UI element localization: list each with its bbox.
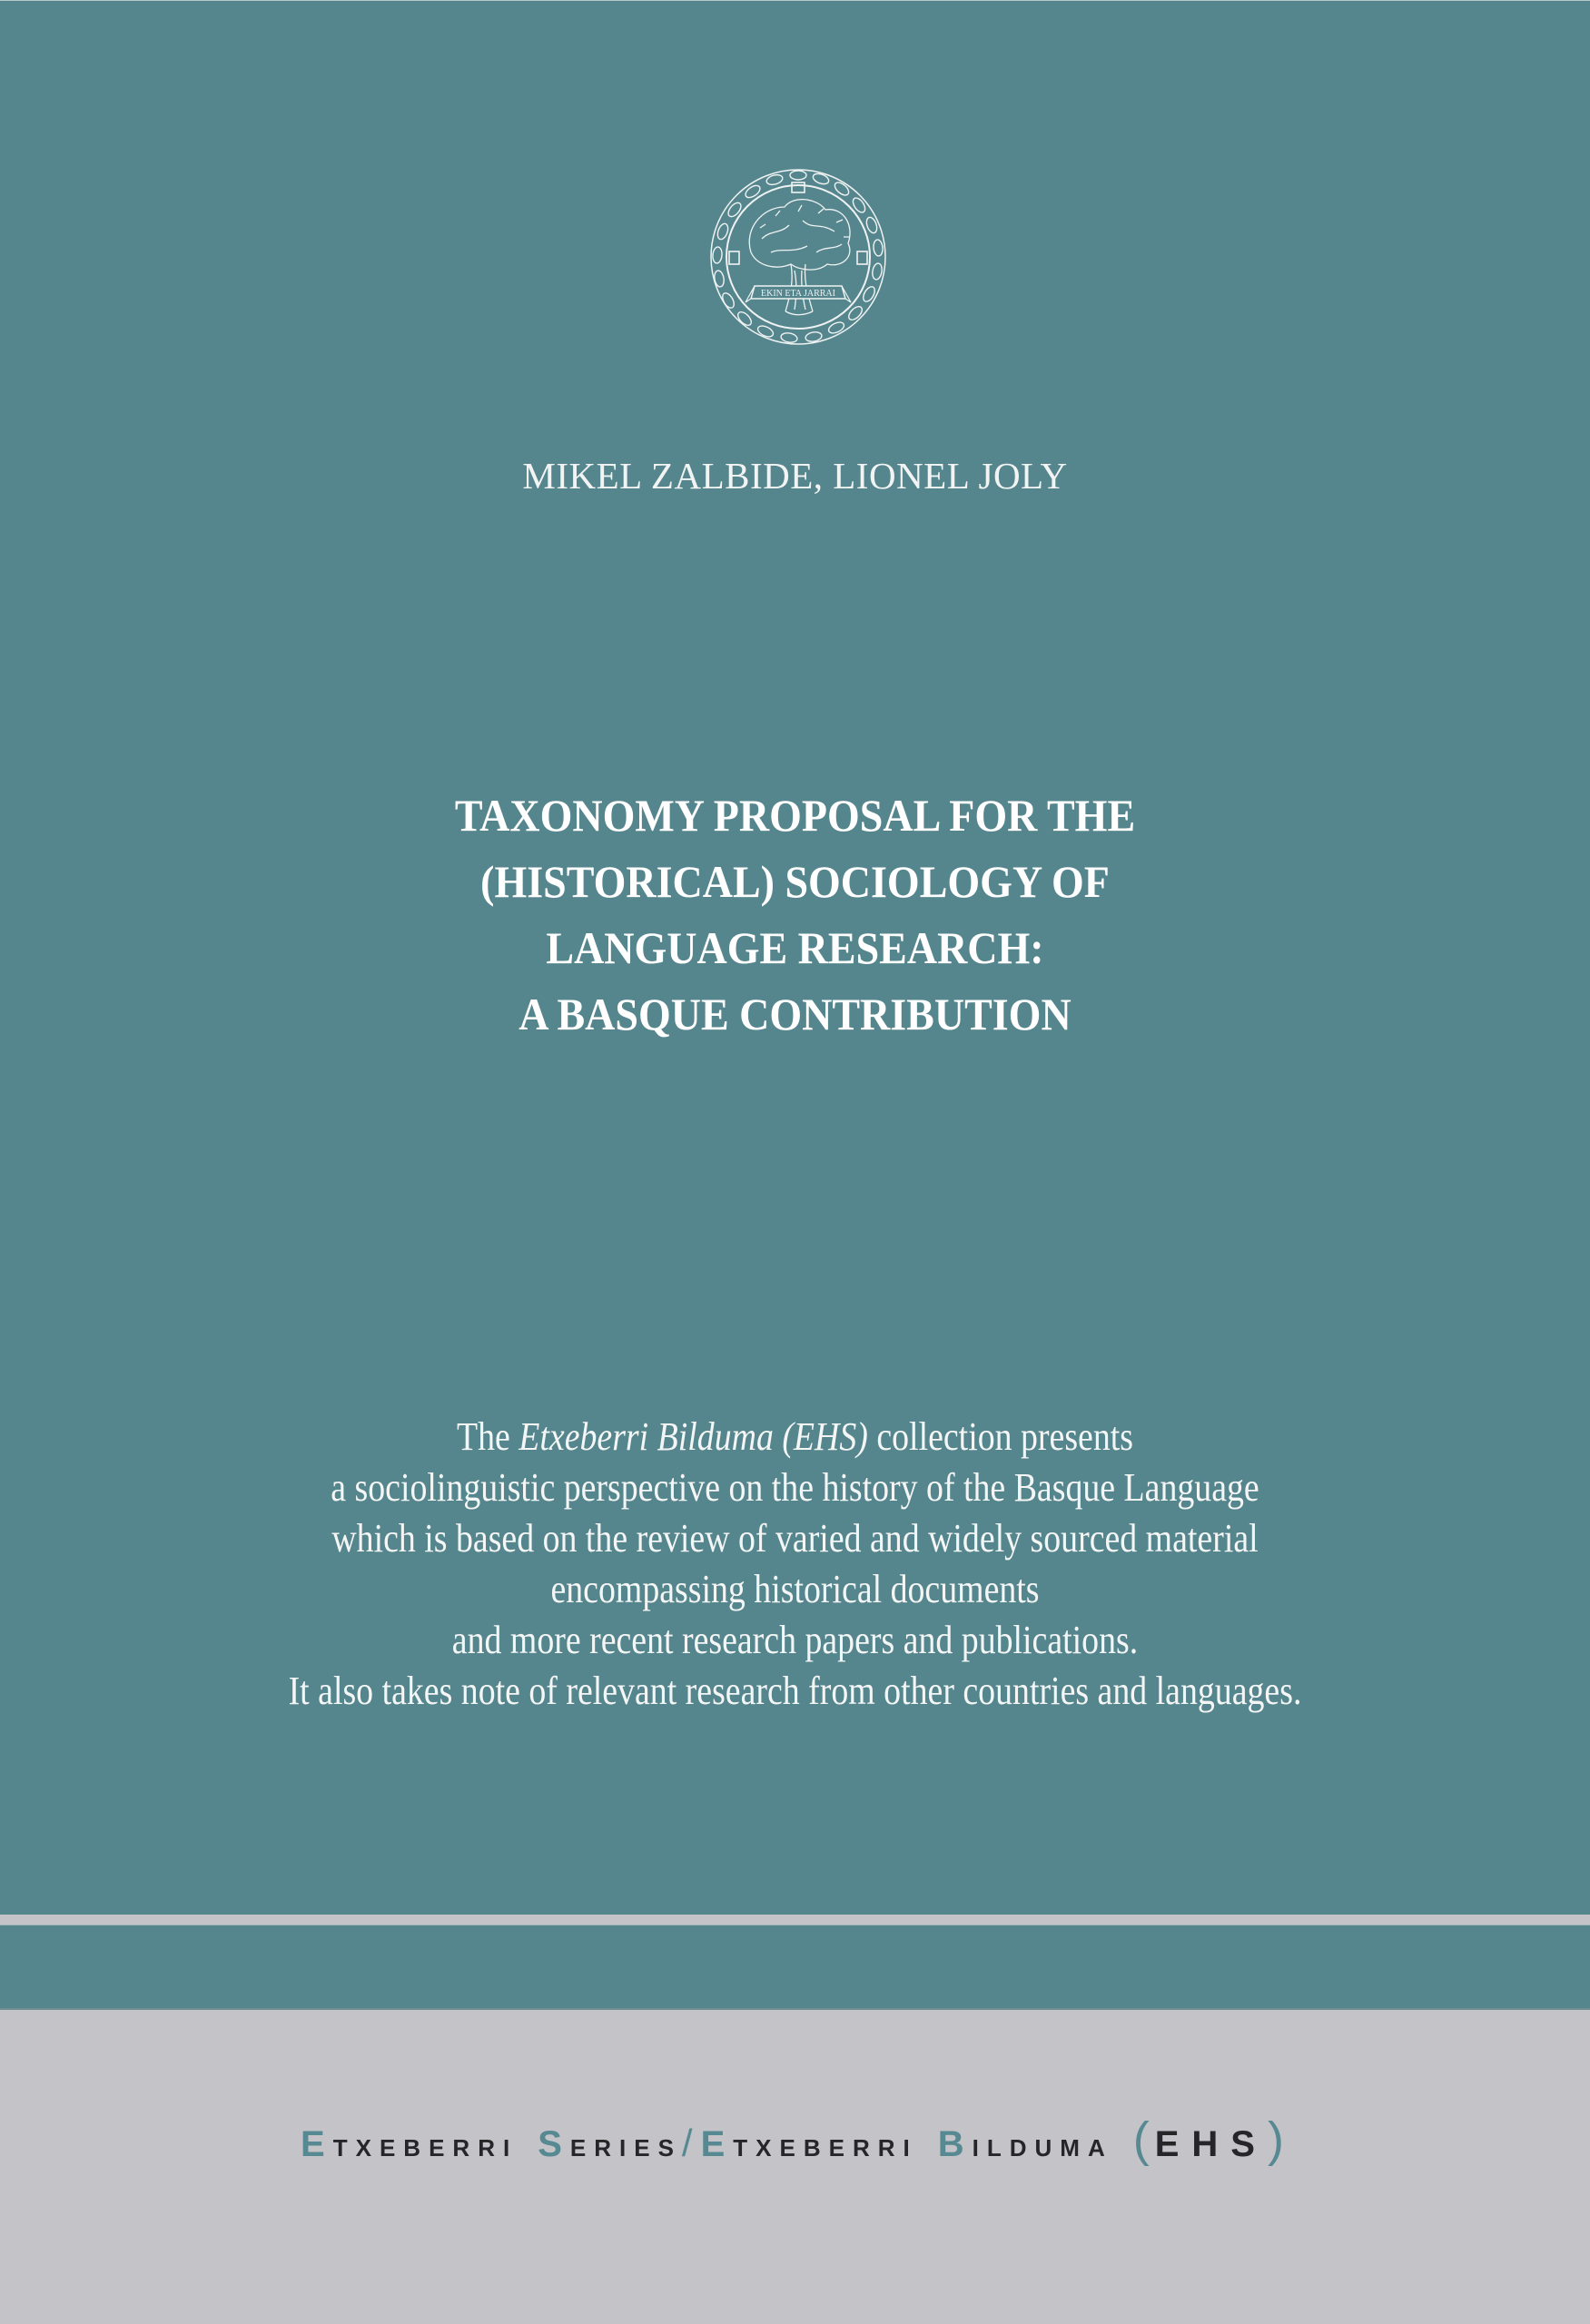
description-line: a sociolinguistic perspective on the history of the Basque Language [331,1465,1259,1510]
book-title [64,783,1526,1048]
description-line: The Etxeberri Bilduma (EHS) collection presents [456,1414,1134,1459]
description-line: encompassing historical documents [550,1567,1040,1611]
title-line: TAXONOMY PROPOSAL FOR THE [454,790,1136,841]
title-line: A BASQUE CONTRIBUTION [518,989,1072,1039]
description-line: which is based on the review of varied and widely sourced material [331,1516,1259,1561]
series-abbreviation: EHS [1154,2124,1268,2164]
top-edge-line [0,0,1590,1]
author-names: MIKEL ZALBIDE, LIONEL JOLY [522,455,1068,497]
series-name: ETXEBERRI SERIES/ETXEBERRI BILDUMA (EHS) [301,2112,1289,2167]
description-line: It also takes note of relevant research from other countries and languages. [288,1669,1302,1713]
title-line: LANGUAGE RESEARCH: [546,922,1044,973]
divider-stripe [0,1915,1590,1925]
series-description [112,1412,1479,1717]
title-line: (HISTORICAL) SOCIOLOGY OF [480,856,1110,907]
collection-name: Etxeberri Bilduma (EHS) [518,1414,868,1459]
description-line: and more recent research papers and publications. [451,1618,1139,1662]
svg-text:EKIN ETA JARRAI: EKIN ETA JARRAI [761,289,835,299]
tree-seal-icon [707,166,889,348]
